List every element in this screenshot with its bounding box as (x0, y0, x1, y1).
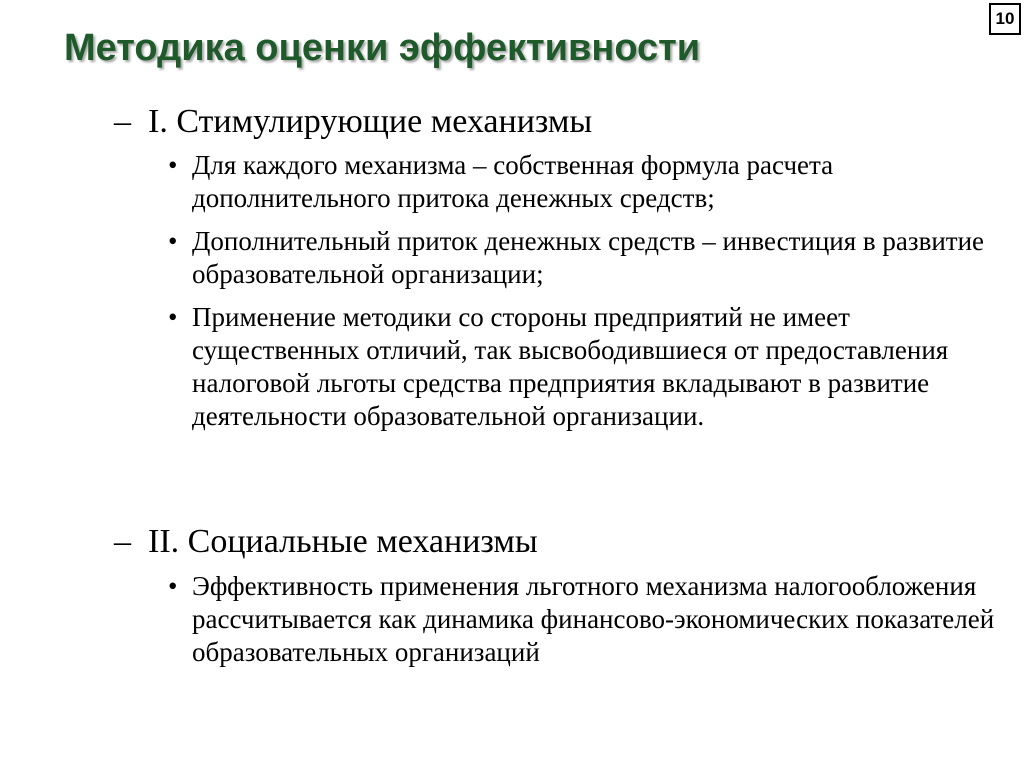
bullet-list (114, 570, 1004, 669)
section-heading-text: I. Стимулирующие механизмы (148, 103, 593, 140)
dash-marker: – (114, 523, 131, 560)
list-item (114, 301, 1004, 433)
bullet-icon: • (168, 571, 178, 601)
dash-marker: – (114, 103, 131, 140)
section-heading (114, 520, 1004, 564)
list-item (114, 149, 1004, 215)
bullet-icon: • (168, 150, 178, 180)
bullet-icon: • (168, 302, 178, 332)
section-heading (114, 100, 1004, 144)
slide-title: Методика оценки эффективности (64, 27, 701, 69)
bullet-text: Применение методики со стороны предприятий не имеет существенных отличий, так высвободившиеся от предоставления налоговой льготы средства предприятия вкладывают в развитие деятельности образовательной организации. (192, 302, 949, 431)
bullet-list (114, 149, 1004, 433)
section-heading-text: II. Социальные механизмы (148, 523, 538, 560)
bullet-text: Дополнительный приток денежных средств – инвестиция в развитие образовательной организации; (192, 226, 985, 289)
bullet-icon: • (168, 226, 178, 256)
section-stimulating-mechanisms (114, 100, 1004, 433)
list-item (114, 225, 1004, 291)
bullet-text: Для каждого механизма – собственная формула расчета дополнительного притока денежных средств; (192, 150, 834, 213)
page-number-badge: 10 (989, 3, 1021, 35)
bullet-text: Эффективность применения льготного механизма налогообложения рассчитывается как динамика финансово-экономических показателей образовательных организаций (192, 571, 995, 667)
list-item (114, 570, 1004, 669)
section-social-mechanisms (114, 520, 1004, 669)
